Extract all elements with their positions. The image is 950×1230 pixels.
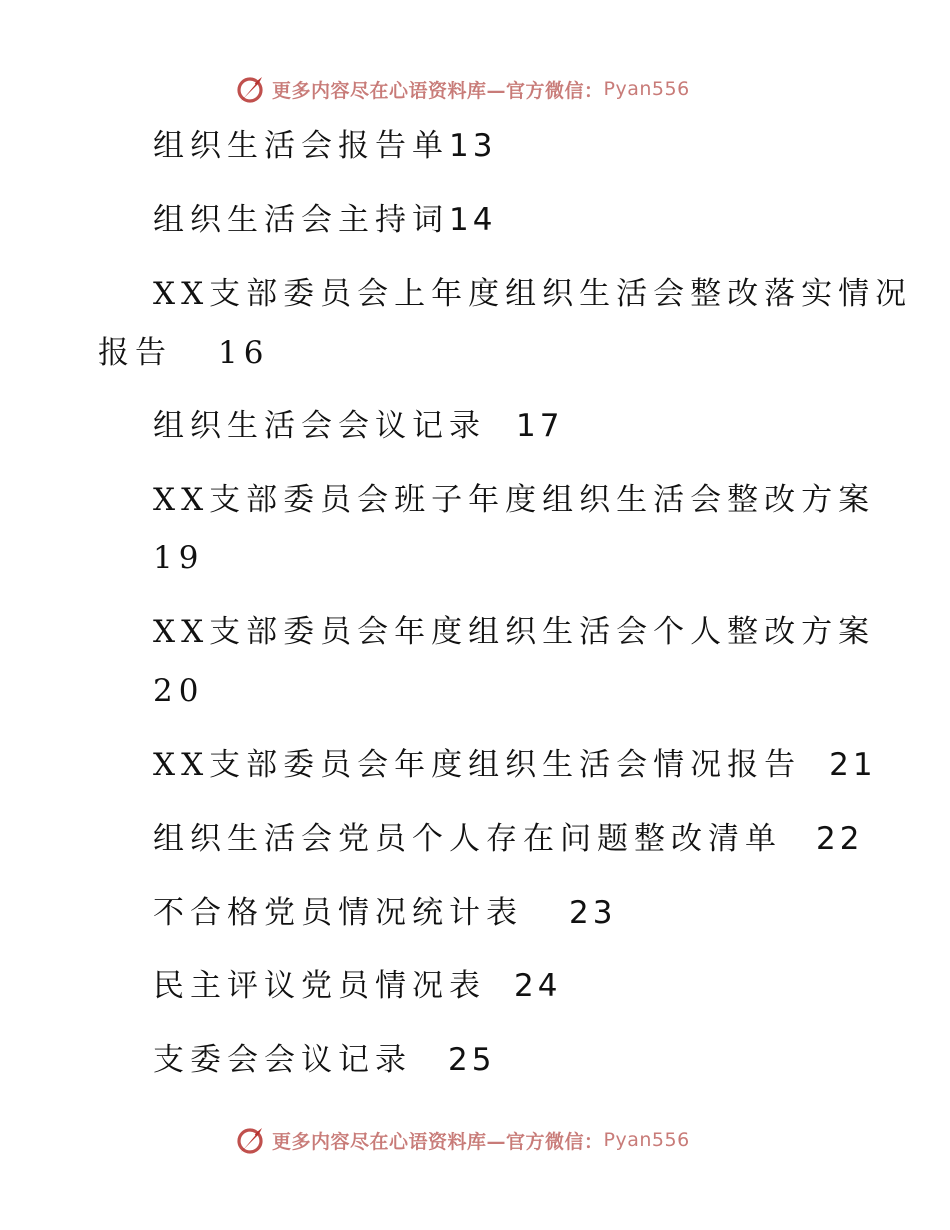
toc-entry-title: 组织生活会会议记录: [153, 408, 486, 444]
footer-watermark: [235, 1123, 690, 1157]
toc-entry-title: 支委会会议记录: [153, 1042, 412, 1078]
toc-entry-title-cont: 报告: [98, 335, 172, 371]
toc-entry: [153, 819, 863, 859]
toc-entry-page: 20: [153, 673, 205, 709]
toc-entry-page: 14: [449, 202, 497, 238]
toc-entry-continuation: [153, 538, 204, 578]
toc-entry: [153, 966, 561, 1006]
watermark-brand-text: 更多内容尽在心语资料库—官方微信：: [272, 1130, 604, 1153]
toc-entry-title: XX支部委员会班子年度组织生活会整改方案: [153, 482, 876, 518]
toc-entry-title: 组织生活会主持词: [153, 202, 449, 238]
toc-entry: [153, 126, 496, 166]
toc-entry: [153, 200, 496, 240]
quill-pen-logo-icon: [235, 73, 267, 105]
toc-entry-page: 16: [218, 335, 270, 371]
toc-entry: [153, 745, 877, 785]
quill-pen-logo-icon: [235, 1124, 267, 1156]
toc-entry-page: 13: [449, 128, 497, 164]
toc-entry-title: 组织生活会报告单: [153, 128, 449, 164]
toc-entry: [153, 612, 875, 652]
toc-entry-title: 不合格党员情况统计表: [153, 895, 523, 931]
toc-entry-page: 21: [829, 747, 877, 783]
toc-entry-title: XX支部委员会上年度组织生活会整改落实情况: [153, 276, 913, 312]
toc-entry-page: 25: [448, 1042, 496, 1078]
toc-entry-continuation: [98, 333, 269, 373]
toc-entry-page: 24: [514, 968, 562, 1004]
header-watermark: [235, 72, 690, 106]
toc-entry: [153, 480, 875, 520]
toc-entry-page: 19: [153, 540, 205, 576]
toc-entry-title: XX支部委员会年度组织生活会情况报告: [153, 747, 802, 783]
toc-entry-page: 22: [816, 821, 864, 857]
toc-entry-title: XX支部委员会年度组织生活会个人整改方案: [153, 614, 876, 650]
watermark-brand-text: 更多内容尽在心语资料库—官方微信：: [272, 79, 604, 102]
toc-entry-title: 民主评议党员情况表: [153, 968, 486, 1004]
watermark-contact-text: Pyan556: [603, 1129, 690, 1151]
watermark-contact-text: Pyan556: [603, 78, 690, 100]
toc-entry-continuation: [153, 671, 204, 711]
toc-entry-page: 23: [569, 895, 617, 931]
toc-entry: [153, 406, 563, 446]
toc-entry: [153, 893, 616, 933]
toc-entry: [153, 274, 912, 314]
toc-entry-title: 组织生活会党员个人存在问题整改清单: [153, 821, 782, 857]
toc-entry: [153, 1040, 495, 1080]
toc-entry-page: 17: [516, 408, 564, 444]
